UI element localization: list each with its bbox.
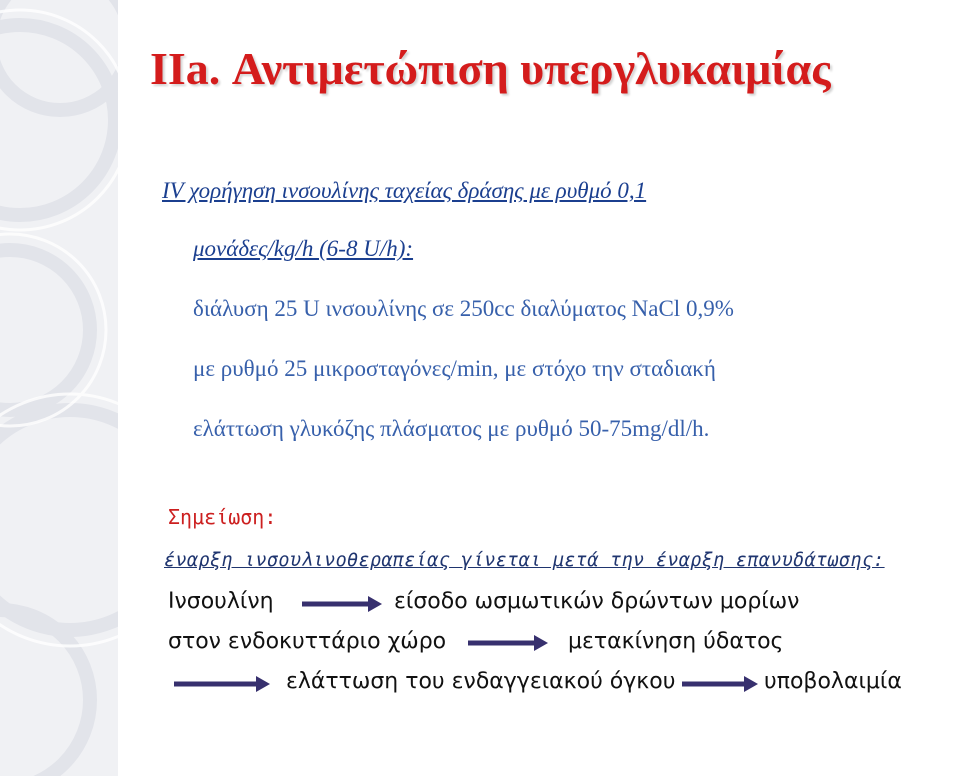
body-line-2: με ρυθμό 25 μικροσταγόνες/min, με στόχο την σταδιακή: [193, 356, 716, 381]
right-arrow-icon: [300, 594, 384, 614]
right-arrow-icon: [680, 674, 760, 694]
chain-step-water-movement: μετακίνηση ύδατος: [568, 629, 784, 654]
chain-step-hypovolemia: υποβολαιμία: [764, 669, 902, 694]
chain-step-intravascular-volume: ελάττωση του ενδαγγειακού όγκου: [286, 669, 676, 694]
note-title: Σημείωση:: [168, 505, 277, 529]
right-arrow-icon: [172, 674, 272, 694]
page-title: IIa. Αντιμετώπιση υπεργλυκαιμίας: [150, 43, 831, 94]
chain-step-osmotic-entry: είσοδο ωσμωτικών δρώντων μορίων: [394, 589, 800, 614]
body-line-3: ελάττωση γλυκόζης πλάσματος με ρυθμό 50-75mg/dl/h.: [193, 416, 710, 441]
decorative-circles: [0, 0, 118, 776]
body-line-1: διάλυση 25 U ινσουλίνης σε 250cc διαλύματος NaCl 0,9%: [193, 296, 734, 321]
chain-step-insulin: Ινσουλίνη: [168, 589, 274, 614]
note-lead: έναρξη ινσουλινοθεραπείας γίνεται μετά την έναρξη επανυδάτωσης:: [164, 550, 885, 571]
intro-line-2: μονάδες/kg/h (6-8 U/h):: [193, 236, 414, 261]
decorative-side-band: [0, 0, 118, 776]
chain-step-intracellular-space: στον ενδοκυττάριο χώρο: [168, 629, 447, 654]
intro-line-1: IV χορήγηση ινσουλίνης ταχείας δράσης με ρυθμό 0,1: [162, 178, 647, 203]
right-arrow-icon: [466, 633, 550, 653]
